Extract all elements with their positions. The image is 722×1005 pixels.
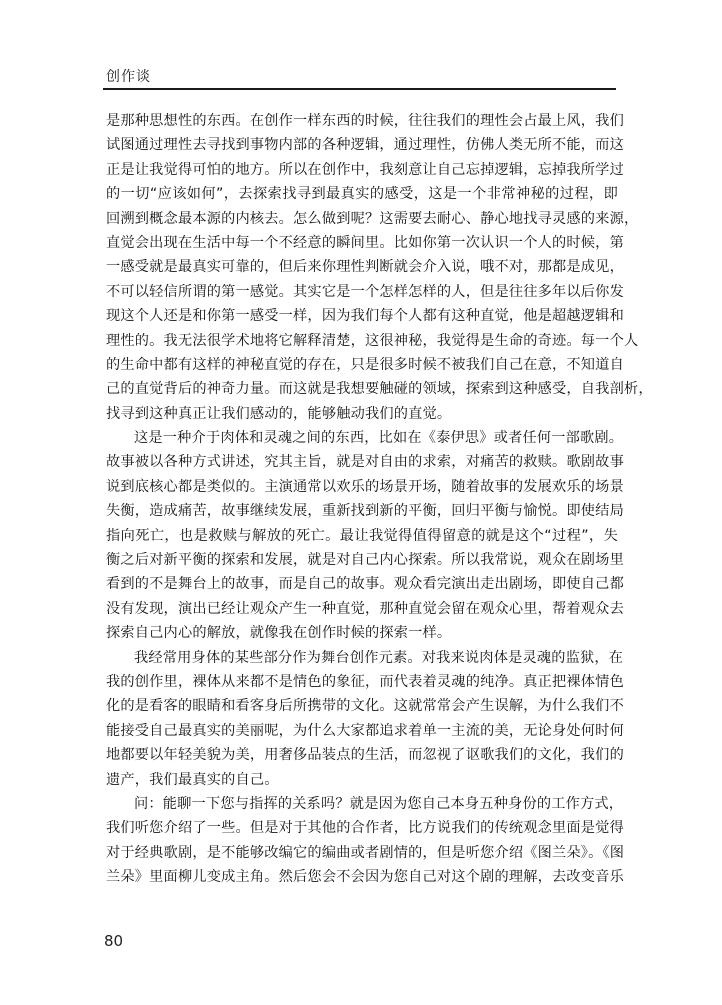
- text-line: 己的直觉背后的神奇力量。而这就是我想要触碰的领域，探索到这种感受，自我剖析，: [106, 381, 653, 398]
- paragraph: [106, 426, 624, 646]
- text-line: 遗产，我们最真实的自己。: [106, 771, 279, 788]
- text-line: 兰朵》里面柳儿变成主角。然后您会不会因为您自己对这个剧的理解，去改变音乐: [106, 869, 624, 886]
- paragraph: [106, 109, 653, 426]
- text-line: 回溯到概念最本源的内核去。怎么做到呢？这需要去耐心、静心地找寻灵感的来源，: [106, 210, 639, 227]
- page-number: 80: [104, 932, 124, 950]
- text-line: 问：能聊一下您与指挥的关系吗？就是因为您自己本身五种身份的工作方式，: [134, 795, 624, 812]
- paragraph: [106, 646, 624, 792]
- text-line: 化的是看客的眼睛和看客身后所携带的文化。这就常常会产生误解，为什么我们不: [106, 698, 624, 715]
- text-line: 我们听您介绍了一些。但是对于其他的合作者，比方说我们的传统观念里面是觉得: [106, 820, 624, 837]
- text-line: 找寻到这种真正让我们感动的，能够触动我们的直觉。: [106, 405, 452, 422]
- text-line: 直觉会出现在生活中每一个不经意的瞬间里。比如你第一次认识一个人的时候，第: [106, 234, 624, 251]
- text-line: 不可以轻信所谓的第一感觉。其实它是一个怎样怎样的人，但是往往多年以后你发: [106, 283, 624, 300]
- text-line: 衡之后对新平衡的探索和发展，就是对自己内心探索。所以我常说，观众在剧场里: [106, 552, 624, 569]
- text-line: 的一切“应该如何”，去探索找寻到最真实的感受，这是一个非常神秘的过程，即: [106, 186, 618, 203]
- text-line: 地都要以年轻美貌为美，用奢侈品装点的生活，而忽视了讴歌我们的文化，我们的: [106, 747, 624, 764]
- text-line: 失衡，造成痛苦，故事继续发展，重新找到新的平衡，回归平衡与愉悦。即使结局: [106, 503, 624, 520]
- text-line: 这是一种介于肉体和灵魂之间的东西，比如在《泰伊思》或者任何一部歌剧。: [134, 430, 624, 447]
- text-line: 的生命中都有这样的神秘直觉的存在，只是很多时候不被我们自己在意，不知道自: [106, 356, 624, 373]
- running-header: 创作谈: [106, 69, 151, 85]
- text-line: 对于经典歌剧，是不能够改编它的编曲或者剧情的，但是听您介绍《图兰朵》。《图: [106, 844, 625, 861]
- text-line: 故事被以各种方式讲述，究其主旨，就是对自由的求索，对痛苦的救赎。歌剧故事: [106, 454, 624, 471]
- text-line: 正是让我觉得可怕的地方。所以在创作中，我刻意让自己忘掉逻辑，忘掉我所学过: [106, 161, 624, 178]
- text-line: 能接受自己最真实的美丽呢，为什么大家都追求着单一主流的美，无论身处何时何: [106, 722, 624, 739]
- header-rule: [103, 88, 616, 90]
- text-line: 指向死亡，也是救赎与解放的死亡。最让我觉得值得留意的就是这个“过程”，失: [106, 527, 618, 544]
- text-line: 我的创作里，裸体从来都不是情色的象征，而代表着灵魂的纯净。真正把裸体情色: [106, 673, 624, 690]
- body-text: [106, 109, 653, 890]
- text-line: 探索自己内心的解放，就像我在创作时候的探索一样。: [106, 625, 452, 642]
- text-line: 试图通过理性去寻找到事物内部的各种逻辑，通过理性，仿佛人类无所不能，而这: [106, 137, 624, 154]
- text-line: 说到底核心都是类似的。主演通常以欢乐的场景开场，随着故事的发展欢乐的场景: [106, 478, 624, 495]
- text-line: 一感受就是最真实可靠的，但后来你理性判断就会介入说，哦不对，那都是成见，: [106, 259, 624, 276]
- paragraph: [106, 792, 625, 890]
- text-line: 是那种思想性的东西。在创作一样东西的时候，往往我们的理性会占最上风，我们: [106, 113, 624, 129]
- text-line: 我经常用身体的某些部分作为舞台创作元素。对我来说肉体是灵魂的监狱，在: [134, 649, 624, 666]
- text-line: 现这个人还是和你第一感受一样，因为我们每个人都有这种直觉，他是超越逻辑和: [106, 308, 624, 325]
- text-line: 看到的不是舞台上的故事，而是自己的故事。观众看完演出走出剧场，即使自己都: [106, 576, 624, 593]
- text-line: 没有发现，演出已经让观众产生一种直觉，那种直觉会留在观众心里，帮着观众去: [106, 600, 624, 617]
- text-line: 理性的。我无法很学术地将它解释清楚，这很神秘，我觉得是生命的奇迹。每一个人: [106, 332, 639, 349]
